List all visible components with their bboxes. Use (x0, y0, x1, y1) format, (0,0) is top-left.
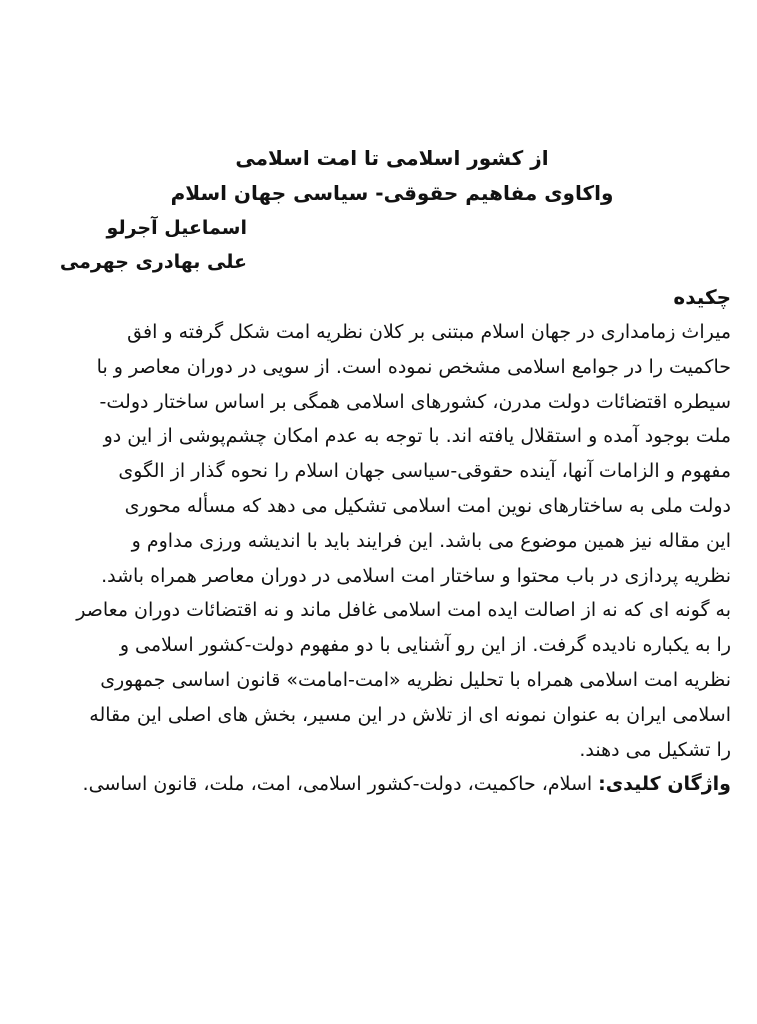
paper-content (27, 141, 731, 802)
abstract-line-9: به گونه ای که نه از اصالت ایده امت اسلامی غافل ماند و نه اقتضائات دوران معاصر (76, 599, 731, 622)
abstract-line-11: نظریه امت اسلامی همراه با تحلیل نظریه «امت-امامت» قانون اساسی جمهوری (100, 668, 731, 691)
abstract-line-1: میراث زمامداری در جهان اسلام مبتنی بر کلان نظریه امت شکل گرفته و افق (127, 320, 731, 343)
author-name-1: اسماعیل آجرلو (106, 216, 247, 239)
abstract-line-4: ملت بوجود آمده و استقلال یافته اند. با توجه به عدم امکان چشم‌پوشی از این دو (103, 425, 731, 448)
abstract-line-12: اسلامی ایران به عنوان نمونه ای از تلاش در این مسیر، بخش های اصلی این مقاله (89, 703, 731, 726)
authors-block (27, 211, 247, 281)
abstract-text (27, 315, 731, 767)
abstract-line-13: را تشکیل می دهند. (579, 738, 731, 761)
article-subtitle: واکاوی مفاهیم حقوقی- سیاسی جهان اسلام (170, 180, 614, 205)
abstract-line-5: مفهوم و الزامات آنها، آینده حقوقی-سیاسی جهان اسلام را نحوه گذار از الگوی (118, 460, 731, 483)
keywords-label: واژگان کلیدی: (598, 773, 731, 796)
article-title: از کشور اسلامی تا امت اسلامی (235, 146, 549, 170)
abstract-line-6: دولت ملی به ساختارهای نوین امت اسلامی تشکیل می دهد که مسأله محوری (124, 494, 731, 517)
abstract-line-10: را به یکباره نادیده گرفت. از این رو آشنایی با دو مفهوم دولت-کشور اسلامی و (119, 634, 731, 657)
abstract-line-3: سیطره اقتضائات دولت مدرن، کشورهای اسلامی همگی بر اساس ساختار دولت- (99, 390, 731, 413)
abstract-line-8: نظریه پردازی در باب محتوا و ساختار امت اسلامی در دوران معاصر همراه باشد. (101, 564, 731, 587)
author-name-2: علی بهادری جهرمی (59, 251, 247, 274)
abstract-line-7: این مقاله نیز همین موضوع می باشد. این فرایند باید با اندیشه ورزی مداوم و (131, 529, 731, 552)
abstract-line-2: حاکمیت را در جوامع اسلامی مشخص نموده است. از سویی در دوران معاصر و با (96, 355, 731, 378)
abstract-heading: چکیده (673, 285, 731, 310)
keywords-list: اسلام، حاکمیت، دولت-کشور اسلامی، امت، ملت، قانون اساسی. (82, 773, 593, 796)
keywords-line (27, 767, 731, 802)
